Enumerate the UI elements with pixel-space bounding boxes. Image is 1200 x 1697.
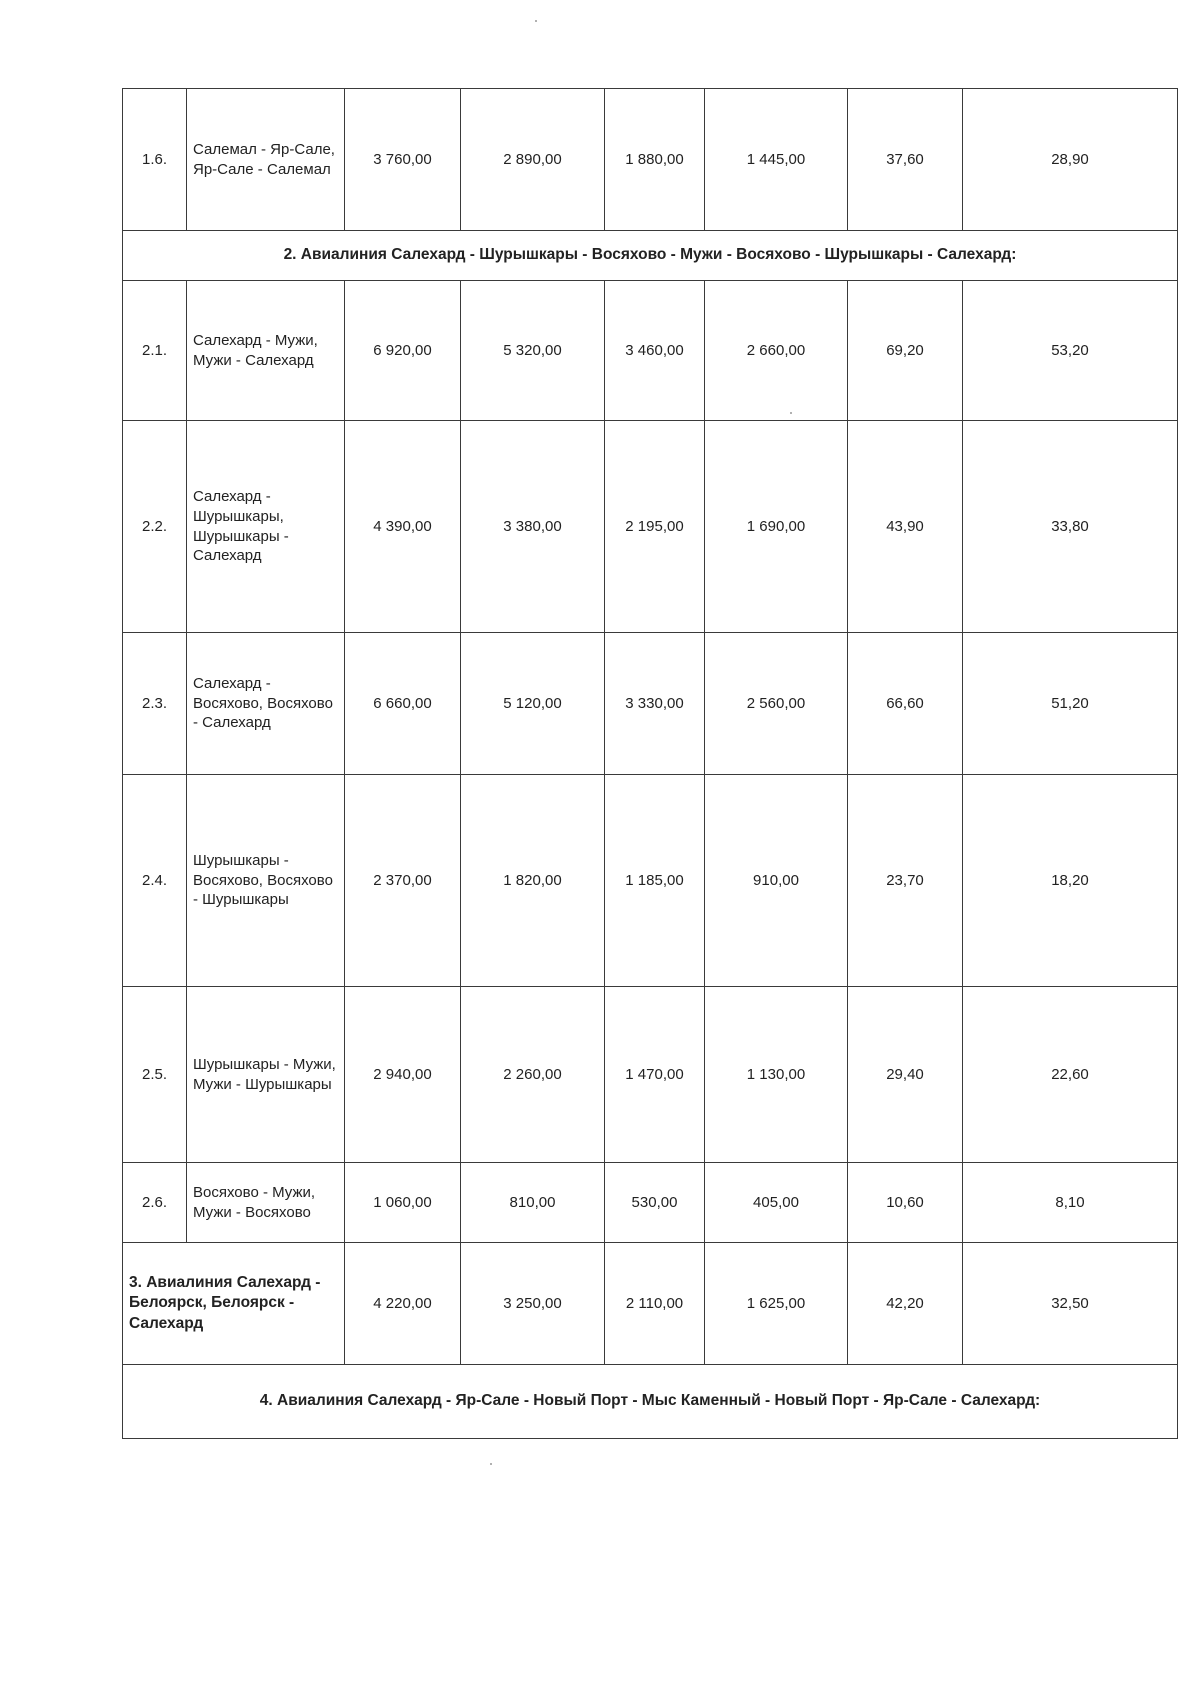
- tariff-value: 6 920,00: [345, 281, 461, 421]
- tariff-value: 1 880,00: [605, 89, 705, 231]
- tariff-value: 2 560,00: [705, 633, 848, 775]
- tariff-value: 6 660,00: [345, 633, 461, 775]
- tariff-value: 51,20: [963, 633, 1178, 775]
- route-name: Шурышкары - Мужи, Мужи - Шурышкары: [187, 987, 345, 1163]
- section-row: [123, 1365, 1178, 1439]
- tariff-value: 3 330,00: [605, 633, 705, 775]
- row-number: 2.3.: [123, 633, 187, 775]
- table-row: [123, 775, 1178, 987]
- tariff-value: 1 060,00: [345, 1163, 461, 1243]
- tariff-value: 3 380,00: [461, 421, 605, 633]
- table-row: [123, 987, 1178, 1163]
- tariff-value: 69,20: [848, 281, 963, 421]
- scan-speck: [490, 1463, 492, 1465]
- tariff-value: 66,60: [848, 633, 963, 775]
- tariff-value: 2 660,00: [705, 281, 848, 421]
- tariff-value: 1 130,00: [705, 987, 848, 1163]
- tariff-value: 1 690,00: [705, 421, 848, 633]
- tariff-value: 32,50: [963, 1243, 1178, 1365]
- tariff-value: 53,20: [963, 281, 1178, 421]
- tariff-value: 910,00: [705, 775, 848, 987]
- tariff-value: 28,90: [963, 89, 1178, 231]
- tariff-value: 2 110,00: [605, 1243, 705, 1365]
- section-title: 4. Авиалиния Салехард - Яр-Сале - Новый Порт - Мыс Каменный - Новый Порт - Яр-Сале - Салехард:: [123, 1365, 1178, 1439]
- tariff-value: 3 250,00: [461, 1243, 605, 1365]
- row-number: 1.6.: [123, 89, 187, 231]
- tariff-value: 23,70: [848, 775, 963, 987]
- tariff-value: 8,10: [963, 1163, 1178, 1243]
- tariff-value: 37,60: [848, 89, 963, 231]
- row-number: 2.6.: [123, 1163, 187, 1243]
- table-row: [123, 633, 1178, 775]
- row-number: 2.4.: [123, 775, 187, 987]
- route-name: Восяхово - Мужи, Мужи - Восяхово: [187, 1163, 345, 1243]
- tariff-value: 810,00: [461, 1163, 605, 1243]
- route-section-row: [123, 1243, 1178, 1365]
- route-name: Шурышкары - Восяхово, Восяхово - Шурышкары: [187, 775, 345, 987]
- table-row: [123, 1163, 1178, 1243]
- scan-speck: [535, 20, 537, 22]
- table-row: [123, 421, 1178, 633]
- tariff-value: 22,60: [963, 987, 1178, 1163]
- section-row: [123, 231, 1178, 281]
- tariff-value: 1 625,00: [705, 1243, 848, 1365]
- table-row: [123, 89, 1178, 231]
- tariff-value: 1 185,00: [605, 775, 705, 987]
- tariff-value: 5 320,00: [461, 281, 605, 421]
- table-row: [123, 281, 1178, 421]
- tariff-value: 1 820,00: [461, 775, 605, 987]
- route-name: Салемал - Яр-Сале, Яр-Сале - Салемал: [187, 89, 345, 231]
- tariff-value: 33,80: [963, 421, 1178, 633]
- tariff-value: 530,00: [605, 1163, 705, 1243]
- tariff-value: 29,40: [848, 987, 963, 1163]
- tariff-value: 4 220,00: [345, 1243, 461, 1365]
- section-title: 2. Авиалиния Салехард - Шурышкары - Восяхово - Мужи - Восяхово - Шурышкары - Салехард:: [123, 231, 1178, 281]
- tariff-value: 5 120,00: [461, 633, 605, 775]
- tariff-value: 2 890,00: [461, 89, 605, 231]
- tariff-value: 18,20: [963, 775, 1178, 987]
- tariff-value: 2 260,00: [461, 987, 605, 1163]
- tariff-table: [122, 88, 1178, 1439]
- tariff-value: 1 470,00: [605, 987, 705, 1163]
- row-number: 2.5.: [123, 987, 187, 1163]
- row-number: 2.1.: [123, 281, 187, 421]
- tariff-value: 43,90: [848, 421, 963, 633]
- route-name: Салехард - Мужи, Мужи - Салехард: [187, 281, 345, 421]
- row-number: 2.2.: [123, 421, 187, 633]
- tariff-value: 3 760,00: [345, 89, 461, 231]
- table-body: [123, 89, 1178, 1439]
- tariff-value: 2 195,00: [605, 421, 705, 633]
- scan-speck: [790, 412, 792, 414]
- route-name: Салехард - Шурышкары, Шурышкары - Салехард: [187, 421, 345, 633]
- route-section-title: 3. Авиалиния Салехард - Белоярск, Белоярск - Салехард: [123, 1243, 345, 1365]
- tariff-value: 2 370,00: [345, 775, 461, 987]
- tariff-value: 1 445,00: [705, 89, 848, 231]
- tariff-value: 3 460,00: [605, 281, 705, 421]
- route-name: Салехард - Восяхово, Восяхово - Салехард: [187, 633, 345, 775]
- tariff-value: 405,00: [705, 1163, 848, 1243]
- tariff-value: 4 390,00: [345, 421, 461, 633]
- tariff-value: 2 940,00: [345, 987, 461, 1163]
- tariff-value: 10,60: [848, 1163, 963, 1243]
- tariff-value: 42,20: [848, 1243, 963, 1365]
